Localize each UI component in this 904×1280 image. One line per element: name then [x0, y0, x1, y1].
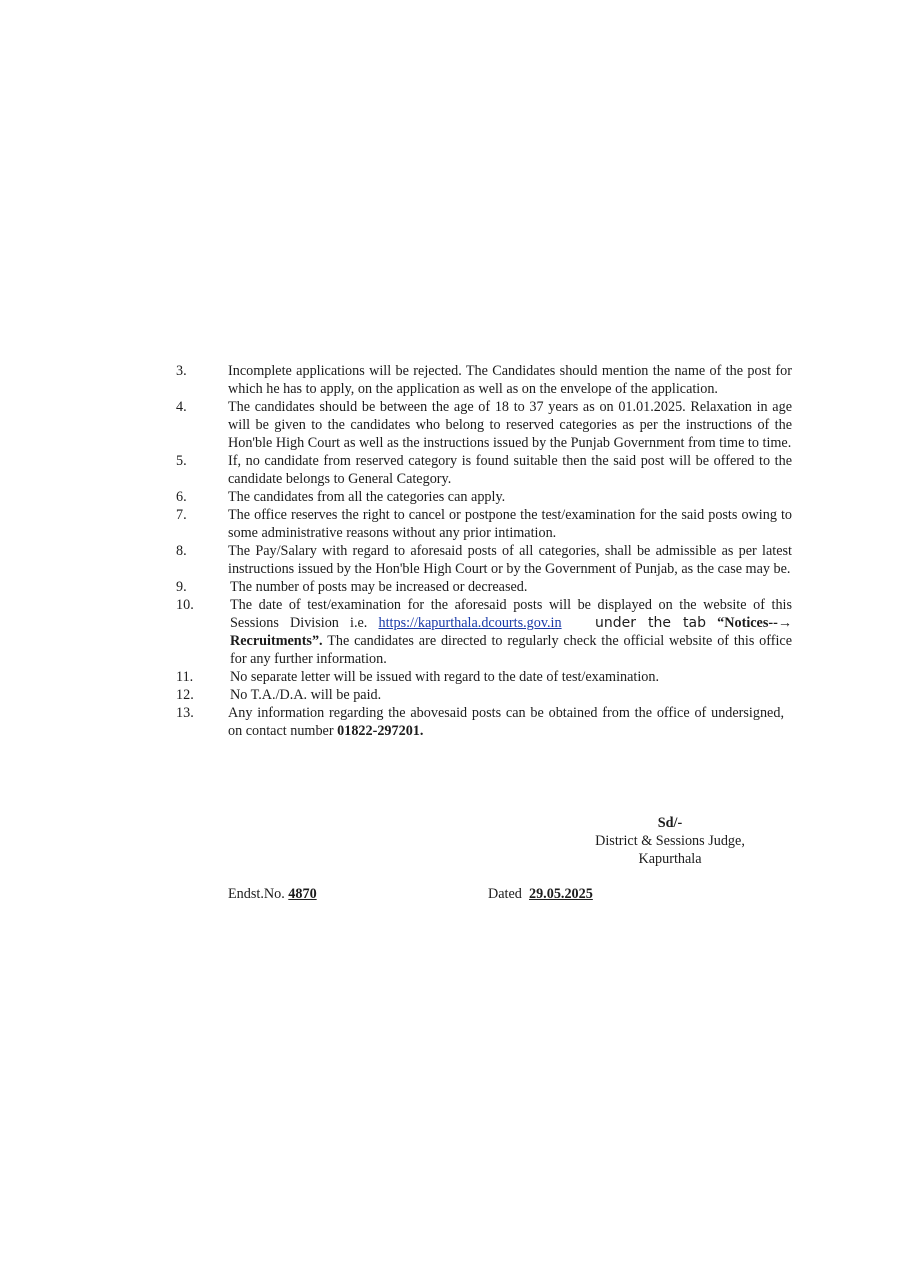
item-number: 3.	[176, 363, 187, 379]
dated	[488, 886, 593, 903]
list-item	[176, 488, 792, 506]
list-item	[176, 452, 792, 488]
conditions-list	[176, 362, 792, 740]
tab-intro: under the tab	[595, 615, 707, 631]
list-item	[176, 362, 792, 398]
tab-name: “Notices--→ Recruitments”.	[230, 615, 793, 649]
item-text-after: The candidates are directed to regularly check the official website of this office for any further information.	[230, 633, 793, 667]
date-value: 29.05.2025	[528, 886, 593, 902]
item-number: 6.	[176, 489, 187, 505]
item-number: 8.	[176, 543, 187, 559]
list-item	[176, 704, 792, 740]
endorsement-number	[228, 886, 317, 903]
list-item	[176, 398, 792, 452]
item-number: 13.	[176, 705, 194, 721]
item-text-before: The date of test/examination for the aforesaid posts will be displayed on the website of this Sessions Division i.e.	[230, 597, 792, 631]
item-number: 10.	[176, 597, 194, 613]
item-number: 5.	[176, 453, 187, 469]
list-item	[176, 668, 792, 686]
item-text: Incomplete applications will be rejected. The Candidates should mention the name of the post for which he has to apply, on the application as well as on the envelope of the application.	[228, 363, 792, 397]
item-text	[228, 596, 792, 668]
endst-label: Endst.No.	[228, 886, 285, 902]
item-text-before: Any information regarding the abovesaid posts can be obtained from the office of undersigned, on contact number	[228, 705, 784, 739]
item-text	[228, 704, 792, 740]
item-number: 7.	[176, 507, 187, 523]
item-text: The number of posts may be increased or decreased.	[230, 579, 528, 595]
item-number: 9.	[176, 579, 187, 595]
item-number: 12.	[176, 687, 194, 703]
item-text: No T.A./D.A. will be paid.	[230, 687, 382, 703]
website-link[interactable]: https://kapurthala.dcourts.gov.in	[378, 615, 562, 631]
list-item	[176, 542, 792, 578]
item-text: The candidates from all the categories can apply.	[228, 489, 506, 505]
item-text: The candidates should be between the age of 18 to 37 years as on 01.01.2025. Relaxation in age will be given to the candidates who belong to reserved categories as per the instructions of the Hon'ble High Court as well as the instructions issued by the Punjab Government from time to time.	[228, 399, 792, 451]
list-item	[176, 596, 792, 668]
item-text: No separate letter will be issued with regard to the date of test/examination.	[230, 669, 660, 685]
item-text: If, no candidate from reserved category is found suitable then the said post will be offered to the candidate belongs to General Category.	[228, 453, 792, 487]
item-number: 4.	[176, 399, 187, 415]
signature-sd: Sd/-	[657, 815, 683, 831]
signature-block	[560, 814, 780, 868]
dated-label: Dated	[488, 886, 522, 902]
signature-place: Kapurthala	[638, 851, 702, 867]
item-number: 11.	[176, 669, 194, 685]
item-text: The Pay/Salary with regard to aforesaid posts of all categories, shall be admissible as per latest instructions issued by the Hon'ble High Court or by the Government of Punjab, as the case may be.	[228, 543, 792, 577]
list-item	[176, 506, 792, 542]
signature-designation: District & Sessions Judge,	[595, 833, 745, 849]
endst-value: 4870	[288, 886, 317, 902]
item-text: The office reserves the right to cancel or postpone the test/examination for the said posts owing to some administrative reasons without any prior intimation.	[228, 507, 792, 541]
list-item	[176, 578, 792, 596]
list-item	[176, 686, 792, 704]
contact-number: 01822-297201.	[337, 723, 424, 739]
